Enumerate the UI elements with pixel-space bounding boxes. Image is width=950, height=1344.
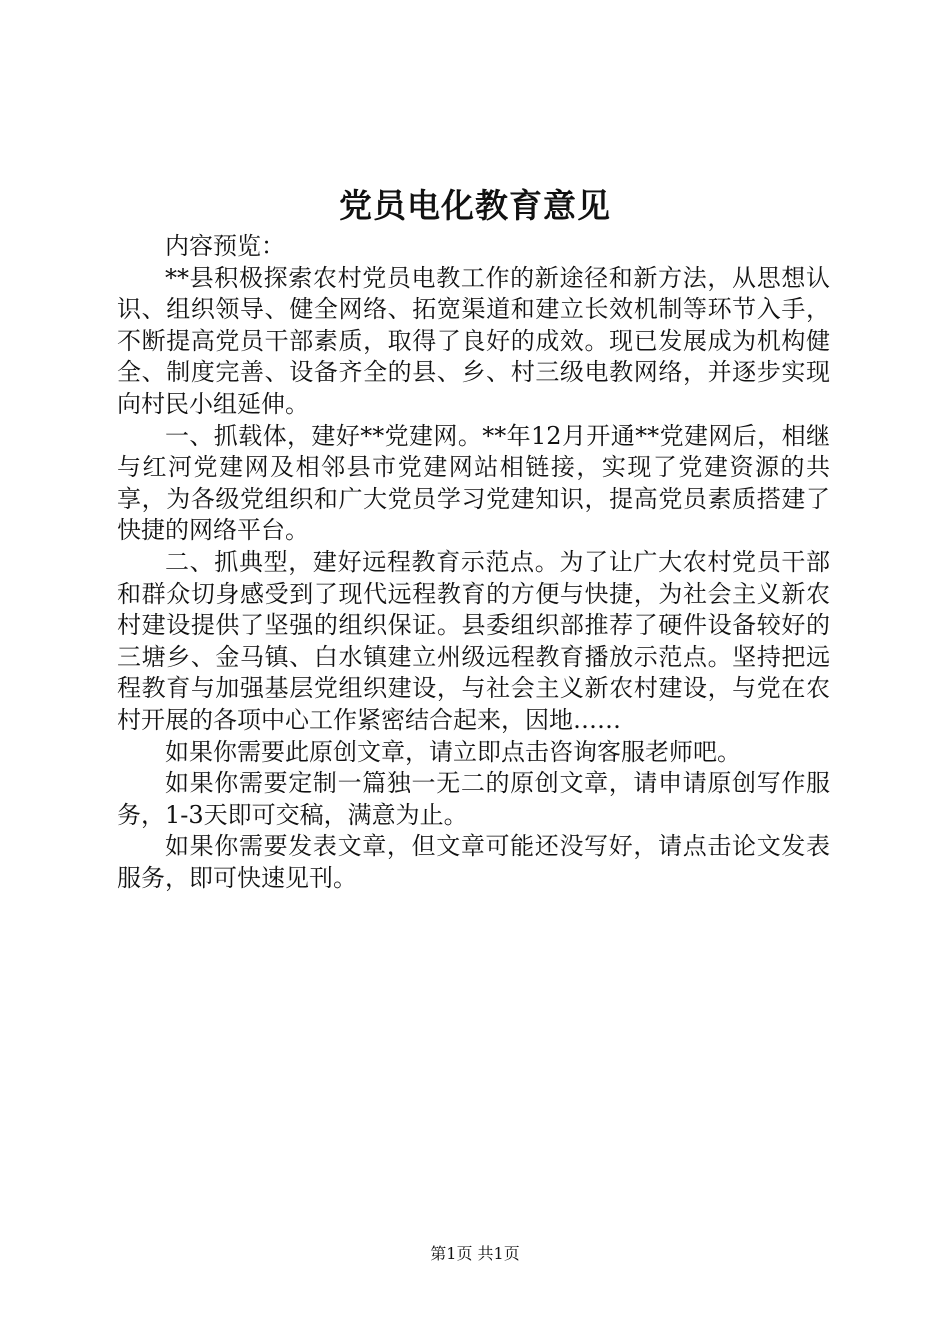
document-body — [117, 231, 830, 894]
paragraph-custom-writing: 如果你需要定制一篇独一无二的原创文章，请申请原创写作服务，1-3天即可交稿，满意为止。 — [117, 769, 830, 829]
preview-label: 内容预览： — [165, 232, 285, 260]
paragraph-section-2: 二、抓典型，建好远程教育示范点。为了让广大农村党员干部和群众切身感受到了现代远程教育的方便与快捷，为社会主义新农村建设提供了坚强的组织保证。县委组织部推荐了硬件设备较好的三塘乡、金马镇、白水镇建立州级远程教育播放示范点。坚持把远程教育与加强基层党组织建设，与社会主义新农村建设，与党在农村开展的各项中心工作紧密结合起来，因地…… — [117, 547, 830, 734]
paragraph-publishing-service: 如果你需要发表文章，但文章可能还没写好，请点击论文发表服务，即可快速见刊。 — [117, 832, 830, 892]
document-title: 党员电化教育意见 — [339, 186, 611, 225]
paragraph-section-1: 一、抓载体，建好**党建网。**年12月开通**党建网后，相继与红河党建网及相邻县市党建网站相链接，实现了党建资源的共享，为各级党组织和广大党员学习党建知识，提高党员素质搭建了快捷的网络平台。 — [117, 421, 830, 545]
page-number-footer: 第1页 共1页 — [430, 1244, 520, 1263]
paragraph-intro: **县积极探索农村党员电教工作的新途径和新方法，从思想认识、组织领导、健全网络、拓宽渠道和建立长效机制等环节入手，不断提高党员干部素质，取得了良好的成效。现已发展成为机构健全、制度完善、设备齐全的县、乡、村三级电教网络，并逐步实现向村民小组延伸。 — [117, 263, 830, 418]
paragraph-contact-service: 如果你需要此原创文章，请立即点击咨询客服老师吧。 — [165, 737, 741, 766]
